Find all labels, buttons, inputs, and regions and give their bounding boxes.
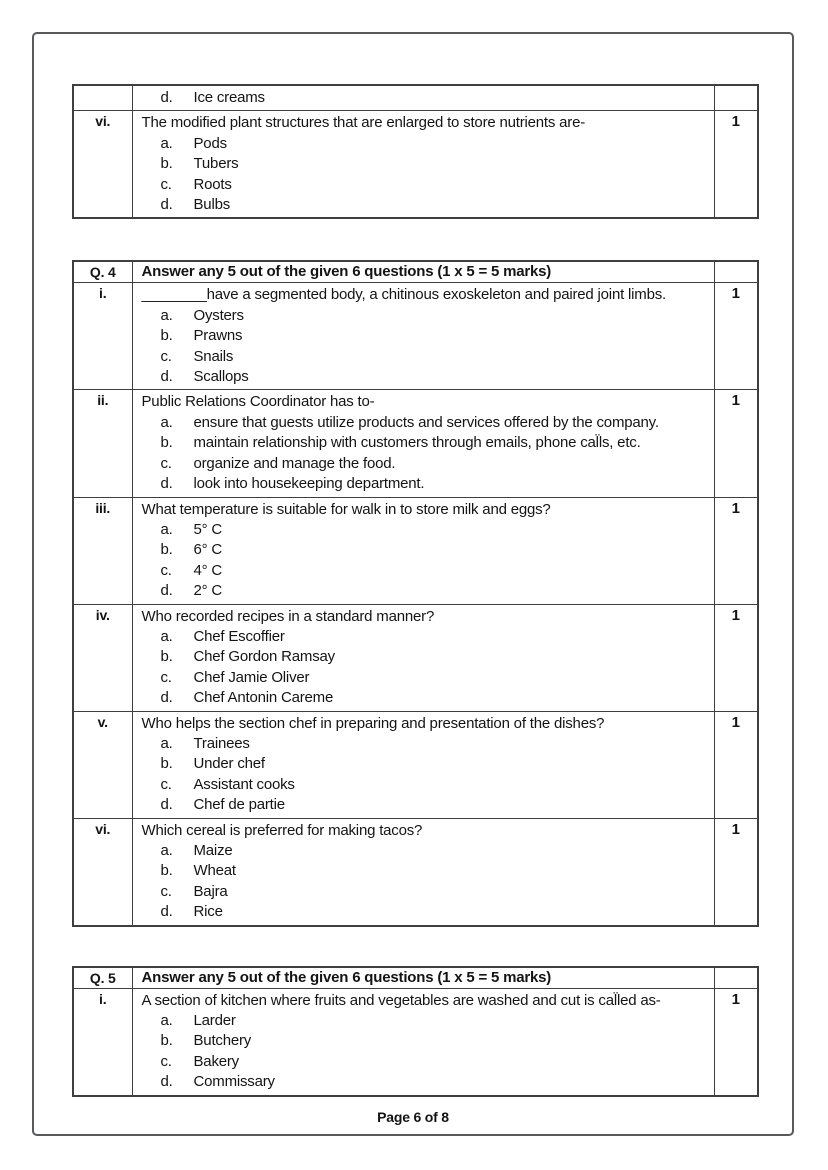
- question-text: The modified plant structures that are enlarged to store nutrients are-: [141, 114, 586, 132]
- option-text: 5° C: [193, 520, 223, 538]
- option-text: Prawns: [193, 327, 243, 345]
- marks-value: 1: [714, 283, 758, 390]
- marks-value: 1: [714, 111, 758, 219]
- question-cell: [132, 988, 714, 1096]
- item-number: ii.: [73, 390, 132, 497]
- option-line: [142, 775, 710, 795]
- option-text: Bulbs: [193, 196, 231, 214]
- option-line: [142, 882, 710, 902]
- marks-value: 1: [714, 988, 758, 1096]
- question-row: [73, 818, 758, 926]
- option-label: c.: [160, 175, 172, 193]
- option-line: [142, 195, 710, 215]
- marks-value: 1: [714, 497, 758, 604]
- marks-header-cell: [714, 261, 758, 283]
- section-header-text: Answer any 5 out of the given 6 questions (1 x 5 = 5 marks): [132, 967, 714, 989]
- question-text: Who recorded recipes in a standard manner?: [141, 607, 435, 625]
- option-text: Under chef: [193, 755, 265, 773]
- option-label: c.: [160, 668, 172, 686]
- question-text: ________have a segmented body, a chitinous exoskeleton and paired joint limbs.: [141, 286, 666, 304]
- option-text: Snails: [193, 347, 234, 365]
- section-number: Q. 4: [73, 261, 132, 283]
- option-line: [142, 306, 710, 326]
- option-label: b.: [160, 327, 173, 345]
- marks-value: 1: [714, 711, 758, 818]
- section-header-text: Answer any 5 out of the given 6 questions (1 x 5 = 5 marks): [132, 261, 714, 283]
- marks-value: 1: [714, 818, 758, 926]
- option-line: [142, 134, 710, 154]
- option-text: 2° C: [193, 582, 223, 600]
- option-text: Butchery: [193, 1032, 252, 1050]
- option-line: [142, 561, 710, 581]
- option-label: a.: [160, 734, 173, 752]
- option-line: [142, 581, 710, 601]
- option-line: [142, 474, 710, 494]
- option-label: d.: [160, 796, 173, 814]
- option-label: c.: [160, 1052, 172, 1070]
- option-line: [142, 454, 710, 474]
- option-label: b.: [160, 541, 173, 559]
- option-label: a.: [160, 1012, 173, 1030]
- option-line: [142, 902, 710, 922]
- option-label: a.: [160, 306, 173, 324]
- option-label: d.: [160, 689, 173, 707]
- option-line: [142, 734, 710, 754]
- question-row: [73, 390, 758, 497]
- question-row: [73, 497, 758, 604]
- option-label: d.: [160, 89, 173, 106]
- option-label: d.: [160, 582, 173, 600]
- question-cell: [132, 604, 714, 711]
- option-text: look into housekeeping department.: [193, 475, 425, 493]
- question-cell: [132, 497, 714, 604]
- question-table-q3-continued: [72, 84, 759, 219]
- marks-header-cell: [714, 967, 758, 989]
- option-label: a.: [160, 627, 173, 645]
- marks-value: [714, 85, 758, 111]
- option-text: organize and manage the food.: [193, 454, 396, 472]
- option-line: [142, 413, 710, 433]
- question-row: [73, 711, 758, 818]
- option-line: [142, 88, 710, 108]
- option-label: d.: [160, 1073, 173, 1091]
- option-label: c.: [160, 347, 172, 365]
- item-number: vi.: [73, 818, 132, 926]
- option-label: d.: [160, 903, 173, 921]
- option-label: d.: [160, 475, 173, 493]
- option-line: [142, 347, 710, 367]
- option-text: 4° C: [193, 561, 223, 579]
- option-line: [142, 668, 710, 688]
- option-line: [142, 754, 710, 774]
- option-label: a.: [160, 134, 173, 152]
- option-line: [142, 647, 710, 667]
- question-cell: [132, 111, 714, 219]
- option-label: c.: [160, 561, 172, 579]
- section-header-row: [73, 967, 758, 989]
- option-label: a.: [160, 520, 173, 538]
- option-text: Oysters: [193, 306, 244, 324]
- question-row: [73, 283, 758, 390]
- item-number: i.: [73, 283, 132, 390]
- question-text: A section of kitchen where fruits and vegetables are washed and cut is cal̈led as-: [141, 991, 661, 1009]
- option-text: Assistant cooks: [193, 775, 295, 793]
- option-text: Tubers: [193, 155, 239, 173]
- option-line: [142, 1011, 710, 1031]
- option-label: d.: [160, 196, 173, 214]
- option-text: Bajra: [193, 882, 228, 900]
- option-line: [142, 326, 710, 346]
- option-text: Chef Jamie Oliver: [193, 668, 310, 686]
- question-cell: [132, 85, 714, 111]
- question-cell: [132, 711, 714, 818]
- question-text: Which cereal is preferred for making tacos?: [141, 821, 423, 839]
- question-text: What temperature is suitable for walk in to store milk and eggs?: [141, 500, 551, 518]
- option-label: a.: [160, 413, 173, 431]
- option-text: Chef Escoffier: [193, 627, 285, 645]
- item-number: iv.: [73, 604, 132, 711]
- document-page: [32, 32, 794, 1136]
- option-line: [142, 540, 710, 560]
- option-label: b.: [160, 1032, 173, 1050]
- option-text: maintain relationship with customers through emails, phone cal̈ls, etc.: [193, 434, 641, 452]
- question-row: [73, 988, 758, 1096]
- question-table-q4: [72, 260, 759, 926]
- option-line: [142, 1031, 710, 1051]
- option-label: b.: [160, 755, 173, 773]
- option-text: 6° C: [193, 541, 223, 559]
- option-label: b.: [160, 862, 173, 880]
- option-text: ensure that guests utilize products and services offered by the company.: [193, 413, 659, 431]
- option-text: Roots: [193, 175, 232, 193]
- option-text: Ice creams: [193, 89, 265, 106]
- option-text: Pods: [193, 134, 227, 152]
- option-text: Larder: [193, 1012, 236, 1030]
- item-number: vi.: [73, 111, 132, 219]
- item-number: i.: [73, 988, 132, 1096]
- item-number: iii.: [73, 497, 132, 604]
- option-line: [142, 1052, 710, 1072]
- option-text: Chef Antonin Careme: [193, 689, 334, 707]
- option-label: c.: [160, 882, 172, 900]
- option-label: b.: [160, 648, 173, 666]
- section-number: Q. 5: [73, 967, 132, 989]
- option-label: b.: [160, 434, 173, 452]
- question-tables-container: [72, 84, 758, 1097]
- option-text: Scallops: [193, 368, 249, 386]
- option-text: Chef Gordon Ramsay: [193, 648, 335, 666]
- option-label: c.: [160, 454, 172, 472]
- option-text: Rice: [193, 903, 223, 921]
- question-row: [73, 111, 758, 219]
- option-line: [142, 175, 710, 195]
- option-line: [142, 841, 710, 861]
- option-line: [142, 520, 710, 540]
- marks-value: 1: [714, 604, 758, 711]
- option-label: c.: [160, 775, 172, 793]
- item-number: v.: [73, 711, 132, 818]
- option-line: [142, 861, 710, 881]
- section-header-row: [73, 261, 758, 283]
- question-cell: [132, 390, 714, 497]
- option-label: d.: [160, 368, 173, 386]
- option-text: Bakery: [193, 1052, 239, 1070]
- option-text: Chef de partie: [193, 796, 285, 814]
- question-row: [73, 85, 758, 111]
- question-row: [73, 604, 758, 711]
- page-footer: Page 6 of 8: [377, 1109, 449, 1125]
- option-line: [142, 433, 710, 453]
- option-line: [142, 154, 710, 174]
- question-cell: [132, 283, 714, 390]
- option-line: [142, 627, 710, 647]
- option-label: a.: [160, 842, 173, 859]
- option-line: [142, 688, 710, 708]
- option-text: Commissary: [193, 1073, 275, 1091]
- option-text: Maize: [193, 842, 233, 859]
- option-line: [142, 1072, 710, 1092]
- option-line: [142, 795, 710, 815]
- question-text: Who helps the section chef in preparing and presentation of the dishes?: [141, 714, 605, 732]
- question-cell: [132, 818, 714, 926]
- option-label: b.: [160, 155, 173, 173]
- question-table-q5: [72, 966, 759, 1097]
- question-text: Public Relations Coordinator has to-: [141, 393, 375, 411]
- item-number: [73, 85, 132, 111]
- marks-value: 1: [714, 390, 758, 497]
- option-text: Wheat: [193, 862, 236, 880]
- option-line: [142, 367, 710, 387]
- option-text: Trainees: [193, 734, 250, 752]
